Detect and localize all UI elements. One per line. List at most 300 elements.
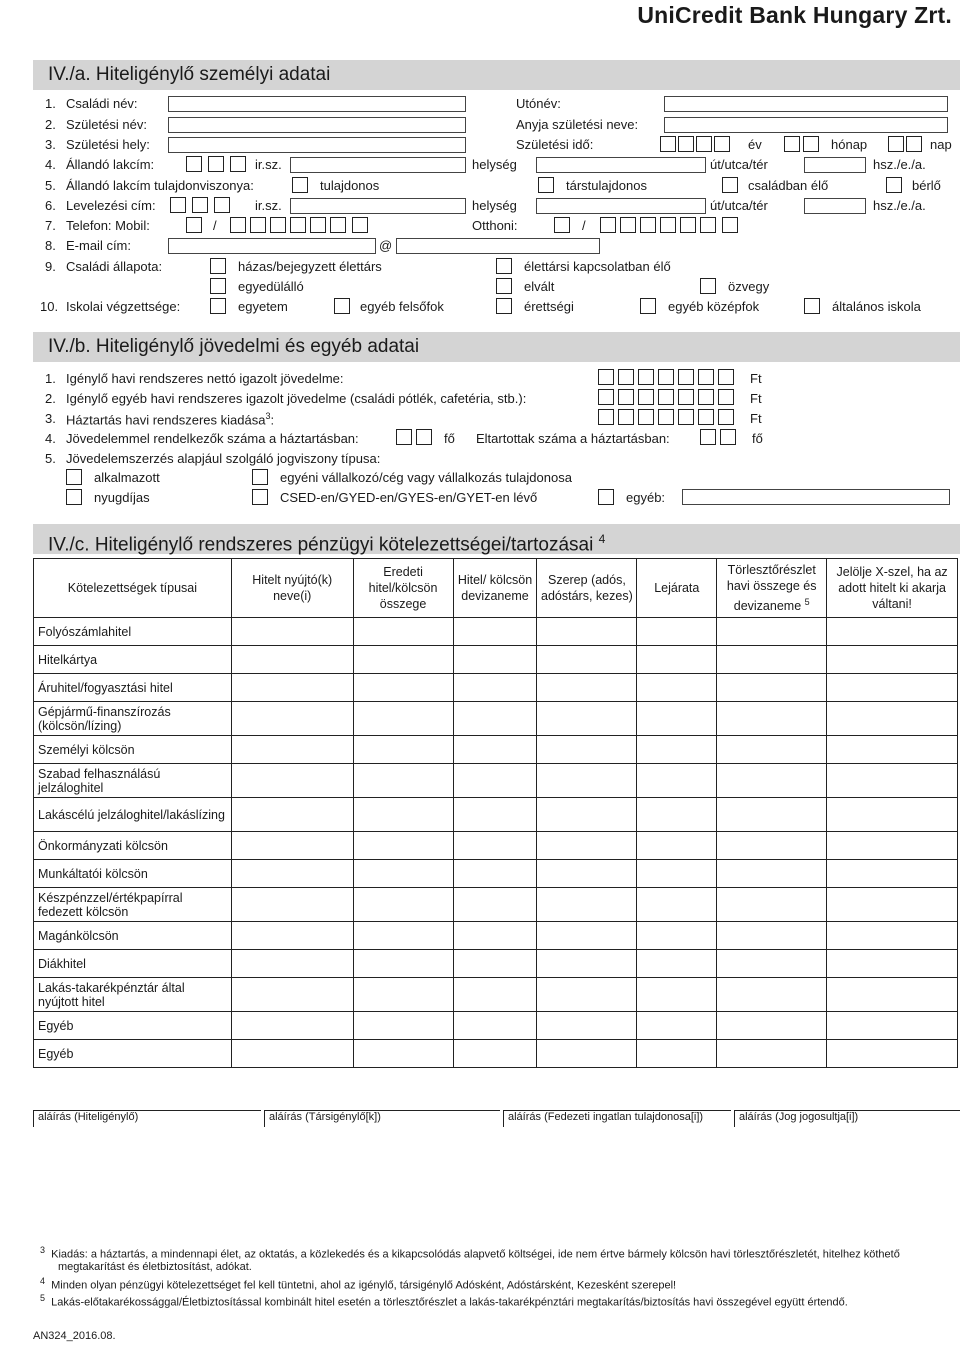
table-cell[interactable] (717, 888, 827, 922)
university-checkbox[interactable] (210, 298, 226, 314)
phone-digit-box[interactable] (290, 217, 306, 233)
table-cell[interactable] (637, 922, 717, 950)
amount-digit-box[interactable] (718, 369, 734, 385)
table-cell[interactable] (453, 860, 537, 888)
table-cell[interactable] (717, 832, 827, 860)
obligation-type-cell: Gépjármű-finanszírozás (kölcsön/lízing) (34, 702, 232, 736)
signature-right-holder[interactable] (734, 1110, 960, 1127)
table-cell[interactable] (537, 978, 637, 1012)
ownership-label: Állandó lakcím tulajdonviszonya: (66, 178, 254, 193)
other-employment-field[interactable] (682, 489, 950, 505)
obligation-type-cell: Magánkölcsön (34, 922, 232, 950)
day-label: nap (930, 137, 952, 152)
table-cell[interactable] (537, 1012, 637, 1040)
table-cell[interactable] (637, 1040, 717, 1068)
entrepreneur-checkbox[interactable] (252, 469, 268, 485)
table-cell[interactable] (231, 832, 353, 860)
table-cell[interactable] (453, 702, 537, 736)
pensioner-checkbox[interactable] (66, 489, 82, 505)
col-header-maturity: Lejárata (637, 559, 717, 618)
table-cell[interactable] (827, 764, 958, 798)
city-label: helység (472, 157, 517, 172)
table-cell[interactable] (717, 922, 827, 950)
amount-digit-box[interactable] (618, 369, 634, 385)
table-cell[interactable] (537, 736, 637, 764)
street-label: út/utca/tér (710, 198, 768, 213)
city-field[interactable] (290, 157, 466, 173)
table-row (34, 922, 958, 950)
obligation-type-cell: Készpénzzel/értékpapírral fedezett kölcsön (34, 888, 232, 922)
table-row (34, 646, 958, 674)
installment-header-text: Törlesztőrészlet havi összege és devizaneme (726, 562, 817, 614)
single-label: egyedülálló (238, 279, 304, 294)
divorced-checkbox[interactable] (496, 278, 512, 294)
zip-digit-box[interactable] (214, 197, 230, 213)
email-user-field[interactable] (168, 238, 376, 254)
signature-co-applicant[interactable] (264, 1110, 500, 1127)
table-cell[interactable] (827, 860, 958, 888)
house-number-field[interactable] (804, 198, 866, 214)
amount-digit-box[interactable] (638, 409, 654, 425)
col-header-type: Kötelezettségek típusai (34, 559, 232, 618)
table-cell[interactable] (353, 860, 453, 888)
table-cell[interactable] (453, 736, 537, 764)
count-digit-box[interactable] (700, 429, 716, 445)
permanent-address-label: Állandó lakcím: (66, 157, 155, 172)
table-cell[interactable] (827, 888, 958, 922)
phone-mobile-label: Telefon: Mobil: (66, 218, 150, 233)
table-cell[interactable] (717, 798, 827, 832)
phone-digit-box[interactable] (620, 217, 636, 233)
table-cell[interactable] (453, 888, 537, 922)
table-cell[interactable] (231, 978, 353, 1012)
table-cell[interactable] (717, 702, 827, 736)
mother-name-field[interactable] (664, 117, 948, 133)
table-cell[interactable] (453, 922, 537, 950)
birth-date-label: Születési idő: (516, 137, 594, 152)
mother-name-label: Anyja születési neve: (516, 117, 639, 132)
table-cell[interactable] (827, 646, 958, 674)
table-cell[interactable] (637, 832, 717, 860)
other-employment-label: egyéb: (626, 490, 666, 505)
amount-digit-box[interactable] (638, 389, 654, 405)
zip-label: ir.sz. (255, 198, 282, 213)
row-number: 2. (45, 391, 56, 406)
owner-label: tulajdonos (320, 178, 380, 193)
year-digit-box[interactable] (714, 136, 730, 152)
table-cell[interactable] (637, 646, 717, 674)
month-digit-box[interactable] (803, 136, 819, 152)
table-row (34, 832, 958, 860)
row-number: 9. (45, 259, 56, 274)
tenant-label: bérlő (912, 178, 941, 193)
table-cell[interactable] (537, 674, 637, 702)
count-digit-box[interactable] (416, 429, 432, 445)
table-cell[interactable] (453, 1040, 537, 1068)
phone-digit-box[interactable] (186, 217, 202, 233)
childcare-leave-checkbox[interactable] (252, 489, 268, 505)
table-cell[interactable] (453, 618, 537, 646)
footnote-4 (40, 1276, 676, 1292)
month-digit-box[interactable] (784, 136, 800, 152)
amount-digit-box[interactable] (638, 369, 654, 385)
other-income-label: Igénylő egyéb havi rendszeres igazolt jövedelme (családi pótlék, cafetéria, stb.): (66, 391, 527, 406)
table-cell[interactable] (453, 798, 537, 832)
count-digit-box[interactable] (720, 429, 736, 445)
table-cell[interactable] (453, 764, 537, 798)
phone-digit-box[interactable] (330, 217, 346, 233)
table-cell[interactable] (231, 798, 353, 832)
childcare-leave-label: CSED-en/GYED-en/GYES-en/GYET-en lévő (280, 490, 538, 505)
primary-school-label: általános iskola (832, 299, 921, 314)
table-cell[interactable] (827, 798, 958, 832)
table-cell[interactable] (353, 798, 453, 832)
section-c-title (48, 524, 605, 560)
table-cell[interactable] (717, 1012, 827, 1040)
table-cell[interactable] (717, 978, 827, 1012)
phone-digit-box[interactable] (554, 217, 570, 233)
month-label: hónap (831, 137, 868, 152)
amount-digit-box[interactable] (718, 409, 734, 425)
table-cell[interactable] (537, 832, 637, 860)
table-cell[interactable] (537, 646, 637, 674)
row-number: 2. (45, 117, 56, 132)
table-cell[interactable] (353, 646, 453, 674)
amount-digit-box[interactable] (718, 389, 734, 405)
table-cell[interactable] (231, 764, 353, 798)
tenant-checkbox[interactable] (886, 177, 902, 193)
table-cell[interactable] (231, 860, 353, 888)
row-number: 7. (45, 218, 56, 233)
table-cell[interactable] (827, 1040, 958, 1068)
zip-digit-box[interactable] (170, 197, 186, 213)
table-cell[interactable] (353, 674, 453, 702)
employment-type-label: Jövedelemszerzés alapjául szolgáló jogviszony típusa: (66, 451, 381, 466)
table-cell[interactable] (537, 950, 637, 978)
entrepreneur-label: egyéni vállalkozó/cég vagy vállalkozás tulajdonosa (280, 470, 572, 485)
section-a-title: IV./a. Hiteligénylő személyi adatai (48, 64, 331, 85)
table-cell[interactable] (353, 922, 453, 950)
street-field[interactable] (536, 157, 706, 173)
table-cell[interactable] (827, 618, 958, 646)
email-domain-field[interactable] (396, 238, 600, 254)
obligation-type-cell: Személyi kölcsön (34, 736, 232, 764)
table-cell[interactable] (717, 736, 827, 764)
row-number: 5. (45, 178, 56, 193)
table-cell[interactable] (717, 618, 827, 646)
table-cell[interactable] (537, 798, 637, 832)
education-label: Iskolai végzettsége: (66, 299, 181, 314)
obligation-type-cell: Egyéb (34, 1040, 232, 1068)
table-cell[interactable] (231, 1012, 353, 1040)
col-header-role: Szerep (adós, adóstárs, kezes) (537, 559, 637, 618)
signature-label: aláírás (Társigénylő[k]) (269, 1111, 381, 1123)
table-cell[interactable] (827, 674, 958, 702)
signature-applicant[interactable] (33, 1110, 261, 1127)
amount-digit-box[interactable] (678, 369, 694, 385)
table-cell[interactable] (537, 922, 637, 950)
table-cell[interactable] (637, 798, 717, 832)
table-cell[interactable] (353, 1012, 453, 1040)
phone-digit-box[interactable] (230, 217, 246, 233)
street-field[interactable] (536, 198, 706, 214)
family-living-label: családban élő (748, 178, 829, 193)
employee-checkbox[interactable] (66, 469, 82, 485)
single-checkbox[interactable] (210, 278, 226, 294)
table-cell[interactable] (717, 764, 827, 798)
table-row (34, 860, 958, 888)
footnote-text-cont: megtakarítást és életbiztosítást, adókat. (58, 1260, 252, 1273)
table-cell[interactable] (537, 764, 637, 798)
phone-digit-box[interactable] (660, 217, 676, 233)
table-cell[interactable] (231, 950, 353, 978)
table-row (34, 674, 958, 702)
family-name-label: Családi név: (66, 96, 138, 111)
table-cell[interactable] (637, 950, 717, 978)
currency-label: Ft (750, 411, 762, 426)
phone-digit-box[interactable] (722, 217, 738, 233)
table-cell[interactable] (353, 978, 453, 1012)
obligation-type-cell: Önkormányzati kölcsön (34, 832, 232, 860)
obligation-type-cell: Folyószámlahitel (34, 618, 232, 646)
amount-digit-box[interactable] (618, 389, 634, 405)
phone-digit-box[interactable] (680, 217, 696, 233)
obligation-type-cell: Áruhitel/fogyasztási hitel (34, 674, 232, 702)
city-field[interactable] (290, 198, 466, 214)
table-cell[interactable] (353, 764, 453, 798)
table-cell[interactable] (637, 618, 717, 646)
amount-digit-box[interactable] (598, 409, 614, 425)
house-number-field[interactable] (804, 157, 866, 173)
phone-home-label: Otthoni: (472, 218, 518, 233)
primary-school-checkbox[interactable] (804, 298, 820, 314)
earners-count-label: Jövedelemmel rendelkezők száma a háztartásban: (66, 431, 359, 446)
zip-digit-box[interactable] (186, 156, 202, 172)
col-header-refinance: Jelölje X-szel, ha az adott hitelt ki akarja váltani! (827, 559, 958, 618)
footnote-text: Lakás-előtakarékossággal/Életbiztosítással kombinált hitel esetén a törlesztőrészlet a lakás-takarékpénztári megtakarítás/biztosítás havi összegével együtt értendő. (51, 1296, 848, 1309)
family-living-checkbox[interactable] (722, 177, 738, 193)
amount-digit-box[interactable] (658, 389, 674, 405)
slash-separator: / (213, 218, 217, 233)
first-name-field[interactable] (664, 96, 948, 112)
mailing-address-label: Levelezési cím: (66, 198, 156, 213)
co-owner-checkbox[interactable] (538, 177, 554, 193)
table-cell[interactable] (231, 702, 353, 736)
table-row (34, 702, 958, 736)
zip-digit-box[interactable] (192, 197, 208, 213)
year-digit-box[interactable] (696, 136, 712, 152)
table-cell[interactable] (537, 860, 637, 888)
table-cell[interactable] (717, 860, 827, 888)
col-header-lender: Hitelt nyújtó(k) neve(i) (231, 559, 353, 618)
footnote-number: 4 (40, 1276, 46, 1286)
phone-digit-box[interactable] (640, 217, 656, 233)
house-number-label: hsz./e./a. (873, 198, 926, 213)
birth-place-label: Születési hely: (66, 137, 150, 152)
table-cell[interactable] (827, 950, 958, 978)
phone-digit-box[interactable] (600, 217, 616, 233)
table-cell[interactable] (453, 646, 537, 674)
row-number: 6. (45, 198, 56, 213)
row-number: 5. (45, 451, 56, 466)
net-income-label: Igénylő havi rendszeres nettó igazolt jövedelme: (66, 371, 344, 386)
co-owner-label: társtulajdonos (566, 178, 647, 193)
table-cell[interactable] (353, 950, 453, 978)
table-cell[interactable] (637, 888, 717, 922)
other-secondary-label: egyéb középfok (668, 299, 760, 314)
secondary-label: érettségi (524, 299, 574, 314)
footnote-5 (40, 1293, 848, 1309)
phone-digit-box[interactable] (250, 217, 266, 233)
first-name-label: Utónév: (516, 96, 561, 111)
row-number: 4. (45, 157, 56, 172)
table-row (34, 798, 958, 832)
table-cell[interactable] (453, 1012, 537, 1040)
amount-digit-box[interactable] (678, 409, 694, 425)
year-digit-box[interactable] (678, 136, 694, 152)
other-secondary-checkbox[interactable] (640, 298, 656, 314)
signature-collateral-owner[interactable] (503, 1110, 731, 1127)
table-cell[interactable] (717, 950, 827, 978)
table-cell[interactable] (353, 888, 453, 922)
footnote-number: 3 (40, 1245, 46, 1255)
table-cell[interactable] (827, 832, 958, 860)
table-cell[interactable] (537, 888, 637, 922)
day-digit-box[interactable] (888, 136, 904, 152)
secondary-checkbox[interactable] (496, 298, 512, 314)
table-cell[interactable] (353, 702, 453, 736)
other-employment-checkbox[interactable] (598, 489, 614, 505)
table-row (34, 978, 958, 1012)
table-cell[interactable] (637, 764, 717, 798)
col-header-original-amount: Eredeti hitel/kölcsön összege (353, 559, 453, 618)
table-cell[interactable] (827, 1012, 958, 1040)
footnote-3 (40, 1245, 900, 1273)
table-cell[interactable] (637, 736, 717, 764)
cohabiting-checkbox[interactable] (496, 258, 512, 274)
obligation-type-cell: Diákhitel (34, 950, 232, 978)
amount-digit-box[interactable] (698, 369, 714, 385)
footnote-text: Minden olyan pénzügyi kötelezettséget fel kell tüntetni, ahol az igénylő, társigénylő Adósként, Adóstársként, Kezesként szerepel! (51, 1279, 677, 1292)
table-cell[interactable] (453, 978, 537, 1012)
bank-name: UniCredit Bank Hungary Zrt. (637, 2, 952, 28)
table-cell[interactable] (827, 702, 958, 736)
married-label: házas/bejegyzett élettárs (238, 259, 382, 274)
widowed-checkbox[interactable] (700, 278, 716, 294)
table-row (34, 950, 958, 978)
row-number: 4. (45, 431, 56, 446)
amount-digit-box[interactable] (678, 389, 694, 405)
amount-digit-box[interactable] (658, 409, 674, 425)
table-cell[interactable] (231, 736, 353, 764)
household-expense-text: Háztartás havi rendszeres kiadása (66, 412, 266, 428)
amount-digit-box[interactable] (598, 369, 614, 385)
table-cell[interactable] (231, 888, 353, 922)
table-cell[interactable] (637, 1012, 717, 1040)
table-cell[interactable] (537, 702, 637, 736)
person-unit: fő (752, 431, 763, 446)
table-cell[interactable] (827, 922, 958, 950)
table-cell[interactable] (231, 1040, 353, 1068)
footnote-ref: 5 (804, 596, 810, 607)
owner-checkbox[interactable] (292, 177, 308, 193)
day-digit-box[interactable] (906, 136, 922, 152)
table-row (34, 1012, 958, 1040)
pensioner-label: nyugdíjas (94, 490, 150, 505)
family-name-field[interactable] (168, 96, 466, 112)
phone-digit-box[interactable] (700, 217, 716, 233)
married-checkbox[interactable] (210, 258, 226, 274)
row-number: 3. (45, 137, 56, 152)
obligation-type-cell: Szabad felhasználású jelzáloghitel (34, 764, 232, 798)
count-digit-box[interactable] (396, 429, 412, 445)
obligation-type-cell: Egyéb (34, 1012, 232, 1040)
table-cell[interactable] (231, 618, 353, 646)
table-cell[interactable] (537, 1040, 637, 1068)
amount-digit-box[interactable] (658, 369, 674, 385)
birth-place-field[interactable] (168, 137, 466, 153)
table-cell[interactable] (637, 674, 717, 702)
table-cell[interactable] (453, 832, 537, 860)
obligation-type-cell: Hitelkártya (34, 646, 232, 674)
table-cell[interactable] (827, 978, 958, 1012)
footnote-text: Kiadás: a háztartás, a mindennapi élet, az oktatás, a közlekedés és a kikapcsolódás alapvető költségei, ide nem értve bármely kölcsön havi törlesztőrészletét, hitelhez köthető (51, 1248, 900, 1261)
table-cell[interactable] (231, 922, 353, 950)
table-cell[interactable] (717, 1040, 827, 1068)
phone-digit-box[interactable] (352, 217, 368, 233)
table-cell[interactable] (717, 646, 827, 674)
col-header-installment (717, 559, 827, 618)
birth-name-field[interactable] (168, 117, 466, 133)
city-label: helység (472, 198, 517, 213)
table-cell[interactable] (353, 832, 453, 860)
table-cell[interactable] (453, 950, 537, 978)
phone-digit-box[interactable] (270, 217, 286, 233)
row-number: 1. (45, 371, 56, 386)
slash-separator: / (582, 218, 586, 233)
phone-digit-box[interactable] (310, 217, 326, 233)
table-cell[interactable] (637, 860, 717, 888)
table-cell[interactable] (453, 674, 537, 702)
table-cell[interactable] (537, 618, 637, 646)
table-cell[interactable] (353, 736, 453, 764)
house-number-label: hsz./e./a. (873, 157, 926, 172)
table-cell[interactable] (827, 736, 958, 764)
amount-digit-box[interactable] (598, 389, 614, 405)
table-cell[interactable] (231, 646, 353, 674)
zip-digit-box[interactable] (230, 156, 246, 172)
table-cell[interactable] (353, 1040, 453, 1068)
street-label: út/utca/tér (710, 157, 768, 172)
amount-digit-box[interactable] (698, 409, 714, 425)
employee-label: alkalmazott (94, 470, 160, 485)
year-digit-box[interactable] (660, 136, 676, 152)
other-higher-checkbox[interactable] (334, 298, 350, 314)
table-cell[interactable] (637, 702, 717, 736)
table-cell[interactable] (637, 978, 717, 1012)
person-unit: fő (444, 431, 455, 446)
amount-digit-box[interactable] (618, 409, 634, 425)
table-cell[interactable] (717, 674, 827, 702)
zip-digit-box[interactable] (208, 156, 224, 172)
footnote-ref: 4 (598, 532, 606, 546)
obligations-table (33, 558, 958, 1068)
table-header-row (34, 559, 958, 618)
amount-digit-box[interactable] (698, 389, 714, 405)
table-row (34, 888, 958, 922)
table-cell[interactable] (353, 618, 453, 646)
table-cell[interactable] (231, 674, 353, 702)
